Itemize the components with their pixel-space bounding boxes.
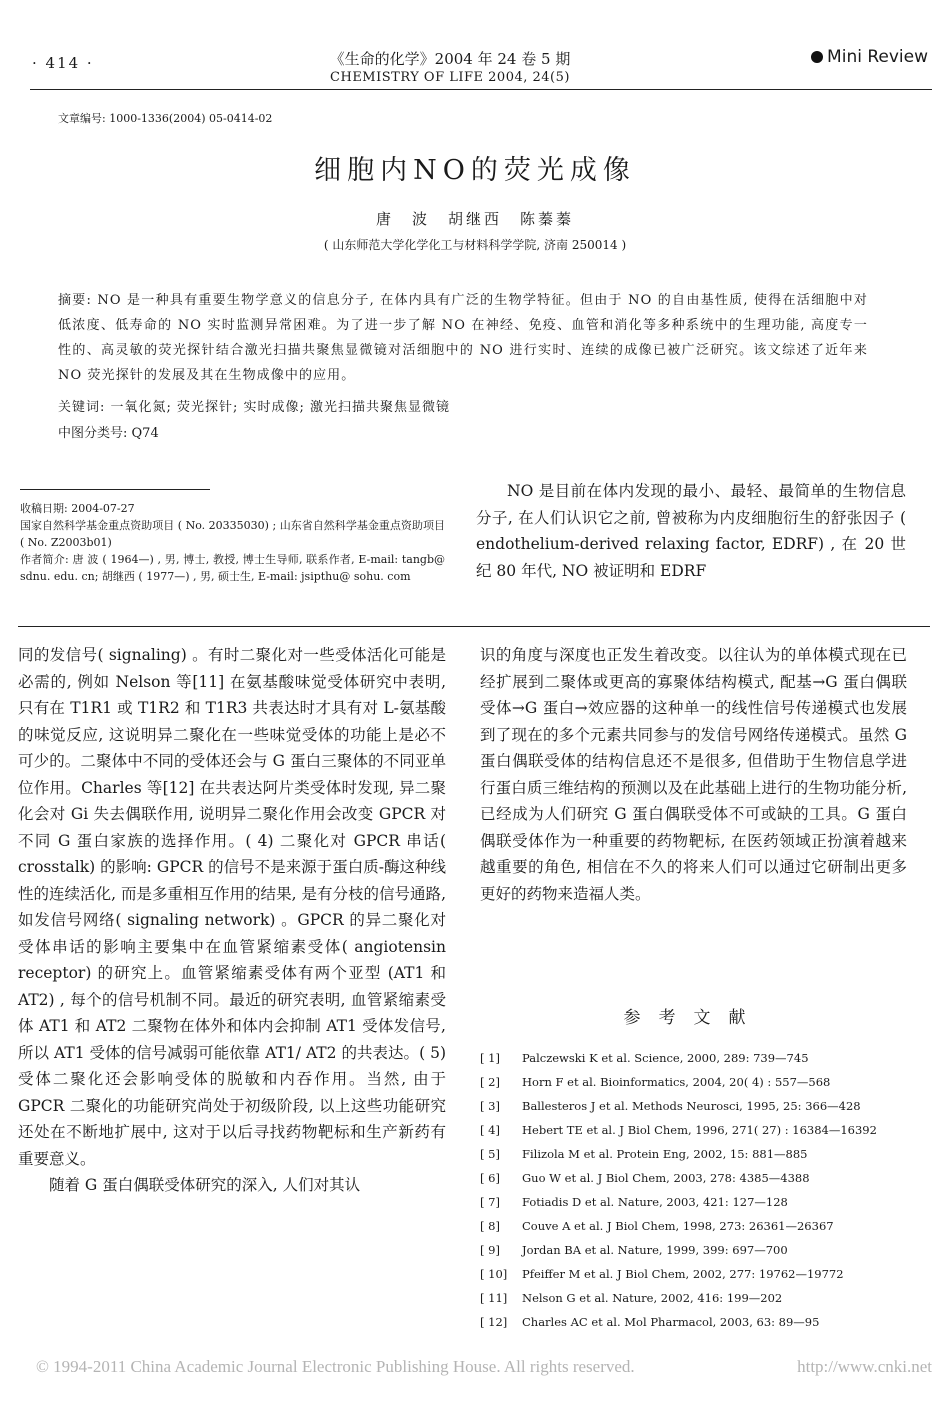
abstract: 摘要: NO 是一种具有重要生物学意义的信息分子, 在体内具有广泛的生物学特征。但由于 NO 的自由基性质, 使得在活细胞中对低浓度、低寿命的 NO 实时监测异常困难。为了进一步了解 NO 在神经、免疫、血管和消化等多种系统中的生理功能, 高度专一性的、高灵敏的荧光探针结合激光扫描共聚焦显微镜对活细胞中的 NO 进行实时、连续的成像已被广泛研究。该文综述了近年来 NO 荧光探针的发展及其在生物成像中的应用。 (58, 293, 868, 383)
reference-item: [ 7] Fotiadis D et al. Nature, 2003, 421: 127—128 (480, 1195, 788, 1209)
section-label (811, 47, 928, 67)
section-label-text: Mini Review (827, 47, 928, 67)
references-heading: 参考文献 (623, 1008, 764, 1028)
footnote-received: 收稿日期: 2004-07-27 (20, 502, 135, 515)
intro-paragraph: NO 是目前在体内发现的最小、最轻、最简单的生物信息分子, 在人们认识它之前, 曾被称为内皮细胞衍生的舒张因子 ( endothelium-derived relaxing factor, EDRF) , 在 20 世纪 80 年代, NO 被证明和 EDRF (476, 482, 906, 580)
reference-item: [ 10] Pfeiffer M et al. J Biol Chem, 2002, 277: 19762—19772 (480, 1267, 844, 1281)
reference-item: [ 12] Charles AC et al. Mol Pharmacol, 2003, 63: 89—95 (480, 1315, 820, 1329)
header-rule (30, 89, 932, 90)
footnote-funding: 国家自然科学基金重点资助项目 ( No. 20335030) ; 山东省自然科学基金重点资助项目 ( No. Z2003b01) (20, 519, 445, 549)
reference-item: [ 2] Horn F et al. Bioinformatics, 2004, 20( 4) : 557—568 (480, 1075, 831, 1089)
body-paragraph: 同的发信号( signaling) 。有时二聚化对一些受体活化可能是必需的, 例如 Nelson 等[11] 在氨基酸味觉受体研究中表明, 只有在 T1R1 或 T1R2 和 T1R3 共表达时才具有对 L-氨基酸的味觉反应, 这说明异二聚化在一些味觉受体的功能上是必不可少的。二聚体中不同的受体还会与 G 蛋白三聚体的不同亚单位作用。Charles 等[12] 在共表达阿片类受体时发现, 异二聚化会对 Gi 失去偶联作用, 说明异二聚化作用会改变 GPCR 对不同 G 蛋白家族的选择作用。( 4) 二聚化对 GPCR 串话( crosstalk) 的影响: GPCR 的信号不是来源于蛋白质-酶这种线性的连续活化, 而是多重相互作用的结果, 是有分枝的信号通路, 如发信号网络( signaling network) 。GPCR 的异二聚化对受体串话的影响主要集中在血管紧缩素受体( angiotensin receptor) 的研究上。血管紧缩素受体有两个亚型 (AT1 和 AT2) , 每个的信号机制不同。最近的研究表明, 血管紧缩素受体 AT1 和 AT2 二聚物在体外和体内会抑制 AT1 受体发信号, 所以 AT1 受体的信号减弱可能依靠 AT1/ AT2 的共表达。( 5) 受体二聚化还会影响受体的脱敏和内吞作用。当然, 由于 GPCR 二聚化的功能研究尚处于初级阶段, 以上这些功能研究还处在不断地扩展中, 这对于以后寻找药物靶标和生产新药有重要意义。 (18, 646, 446, 1168)
paper-title: 细胞内NO的荧光成像 (314, 155, 636, 186)
reference-item: [ 1] Palczewski K et al. Science, 2000, 289: 739—745 (480, 1051, 809, 1065)
reference-item: [ 11] Nelson G et al. Nature, 2002, 416: 199—202 (480, 1291, 783, 1305)
reference-item: [ 6] Guo W et al. J Biol Chem, 2003, 278: 4385—4388 (480, 1171, 810, 1185)
page-number: · 414 · (32, 54, 94, 72)
body-paragraph: 随着 G 蛋白偶联受体研究的深入, 人们对其认 (49, 1176, 361, 1194)
reference-list (480, 1046, 907, 1334)
left-column (18, 642, 446, 1199)
reference-item: [ 4] Hebert TE et al. J Biol Chem, 1996, 271( 27) : 16384—16392 (480, 1123, 877, 1137)
copyright-notice: © 1994-2011 China Academic Journal Electronic Publishing House. All rights reserved. (36, 1357, 635, 1376)
bullet-icon (811, 51, 823, 63)
footnote (20, 500, 445, 585)
affiliation: ( 山东师范大学化学化工与材料科学学院, 济南 250014 ) (323, 238, 627, 252)
reference-item: [ 3] Ballesteros J et al. Methods Neurosci, 1995, 25: 366—428 (480, 1099, 861, 1113)
copyright-url: http://www.cnki.net (797, 1357, 932, 1376)
body-paragraph: 识的角度与深度也正发生着改变。以往认为的单体模式现在已经扩展到二聚体或更高的寡聚体结构模式, 配基→G 蛋白偶联受体→G 蛋白→效应器的这种单一的线性信号传递模式也发展到了现在的多个元素共同参与的发信号网络传递模式。虽然 G 蛋白偶联受体的结构信息还不是很多, 但借助于生物信息学进行蛋白质三维结构的预测以及在此基础上进行的生物功能分析, 已经成为人们研究 G 蛋白偶联受体不可或缺的工具。G 蛋白偶联受体作为一种重要的药物靶标, 在医药领域正扮演着越来越重要的角色, 相信在不久的将来人们可以通过它研制出更多更好的药物来造福人类。 (480, 646, 907, 903)
article-number: 文章编号: 1000-1336(2004) 05-0414-02 (58, 112, 273, 125)
section-divider (18, 626, 930, 627)
journal-title-cn: 《生命的化学》2004 年 24 卷 5 期 (329, 50, 571, 68)
authors: 唐 波 胡继西 陈蓁蓁 (375, 210, 574, 228)
reference-item: [ 8] Couve A et al. J Biol Chem, 1998, 273: 26361—26367 (480, 1219, 834, 1233)
reference-item: [ 5] Filizola M et al. Protein Eng, 2002, 15: 881—885 (480, 1147, 808, 1161)
reference-item: [ 9] Jordan BA et al. Nature, 1999, 399: 697—700 (480, 1243, 788, 1257)
footnote-author-info: 作者简介: 唐 波 ( 1964—) , 男, 博士, 教授, 博士生导师, 联系作者, E-mail: tangb@ sdnu. edu. cn; 胡继西 ( 1977—) , 男, 硕士生, E-mail: jsipthu@ sohu. com (20, 553, 445, 583)
footnote-rule (20, 489, 210, 490)
journal-title-en: CHEMISTRY OF LIFE 2004, 24(5) (330, 70, 570, 85)
right-column (480, 642, 907, 907)
keywords: 关键词: 一氧化氮; 荧光探针; 实时成像; 激光扫描共聚焦显微镜 (58, 400, 451, 415)
classification-number: 中图分类号: Q74 (58, 426, 159, 441)
